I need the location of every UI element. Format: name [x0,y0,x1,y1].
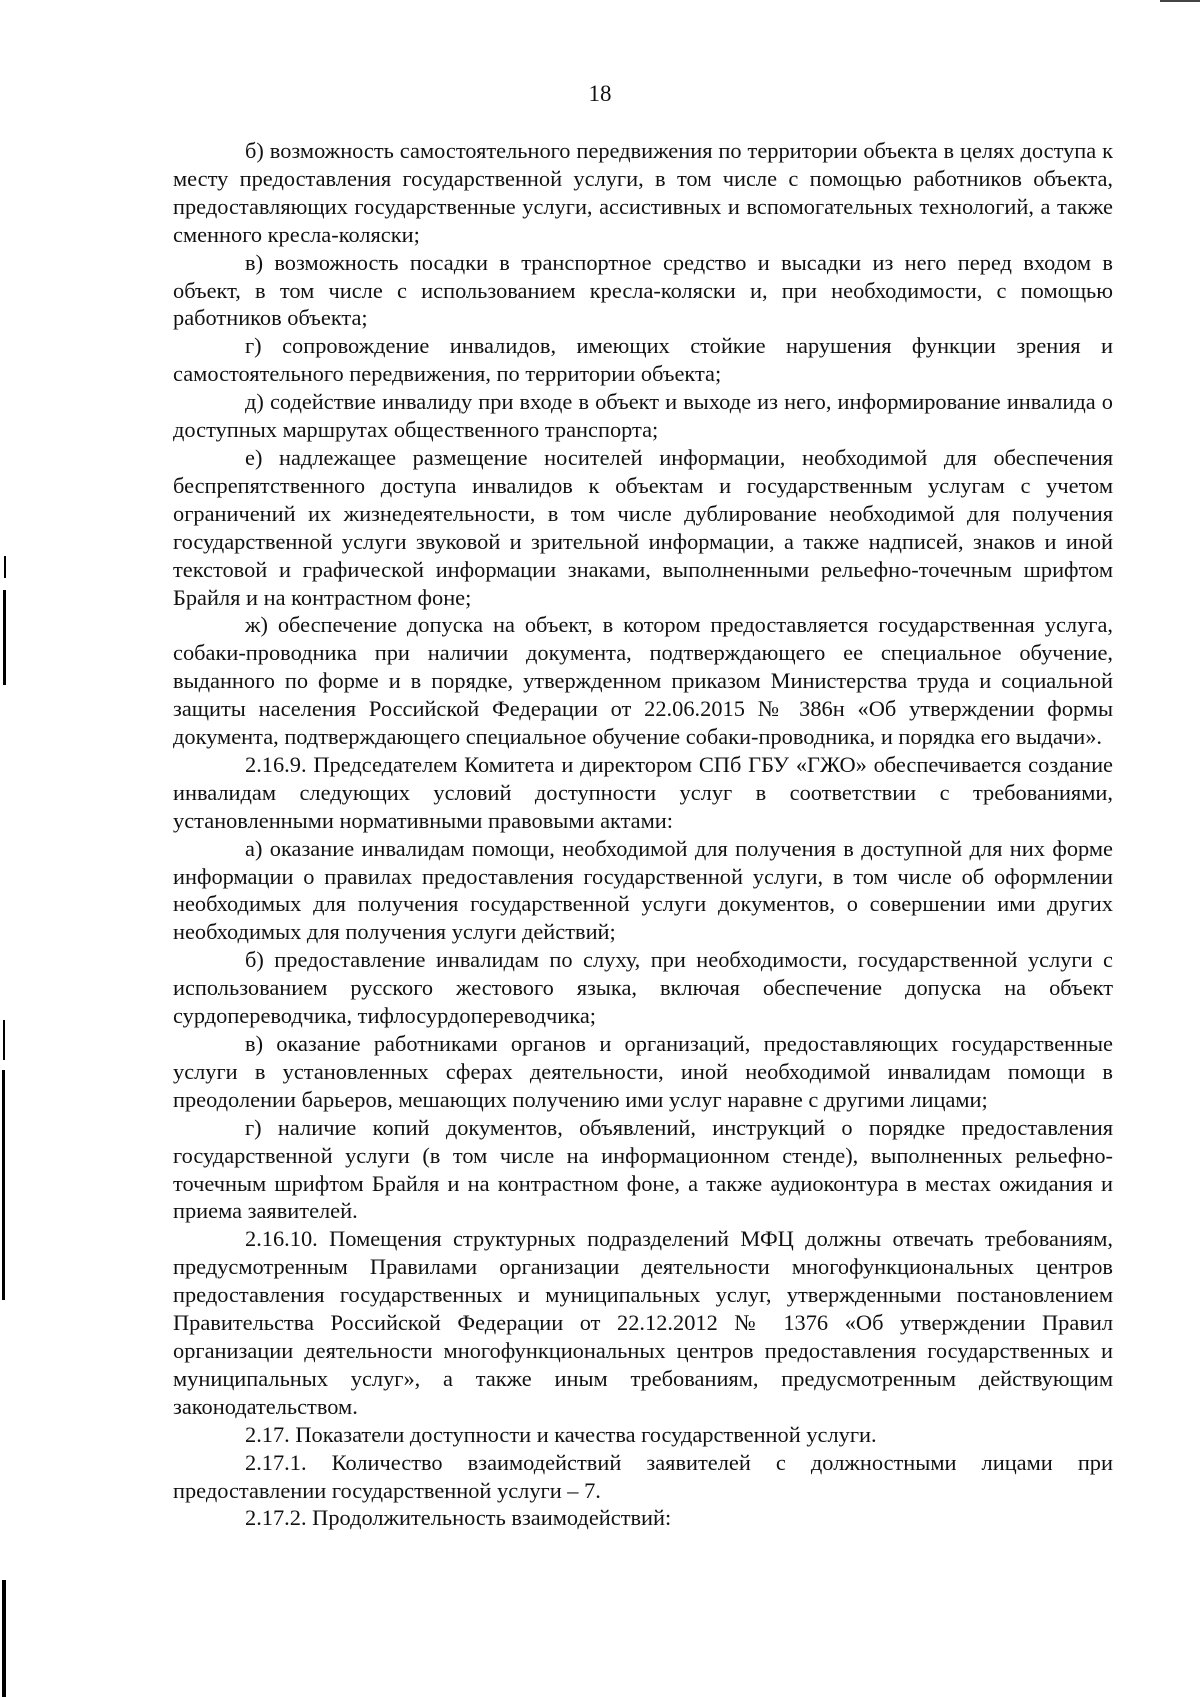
paragraph: д) содействие инвалиду при входе в объект и выходе из него, информирование инвалида о доступных маршрутах общественного транспорта; [173,389,1113,443]
scan-edge-mark [3,590,6,685]
scan-edge-mark [2,1580,6,1697]
scan-edge-mark [1160,0,1200,2]
paragraph: в) возможность посадки в транспортное средство и высадки из него перед входом в объект, в том числе с использованием кресла-коляски и, при необходимости, с помощью работников объекта; [173,249,1113,331]
paragraph: г) сопровождение инвалидов, имеющих стойкие нарушения функции зрения и самостоятельного передвижения, по территории объекта; [173,333,1113,387]
scan-edge-mark [3,1020,5,1060]
paragraph: ж) обеспечение допуска на объект, в котором предоставляется государственная услуга, собаки-проводника при наличии документа, подтверждающего ее специальное обучение, выданного по форме и в порядке, утвержденном приказом Министерства труда и социальной защиты населения Российской Федерации от 22.06.2015 № 386н «Об утверждении формы документа, подтверждающего специальное обучение собаки-проводника, и порядка его выдачи». [173,612,1113,750]
document-body [173,137,1113,1532]
paragraph: 2.17.1. Количество взаимодействий заявителей с должностными лицами при предоставлении государственной услуги – 7. [173,1449,1113,1503]
paragraph: 2.17.2. Продолжительность взаимодействий: [245,1505,672,1531]
paragraph: 2.16.10. Помещения структурных подразделений МФЦ должны отвечать требованиям, предусмотренным Правилами организации деятельности многофункциональных центров предоставления государственных и муниципальных услуг, утвержденными постановлением Правительства Российской Федерации от 22.12.2012 № 1376 «Об утверждении Правил организации деятельности многофункциональных центров предоставления государственных и муниципальных услуг», а также иным требованиям, предусмотренным действующим законодательством. [173,1226,1113,1419]
scan-edge-mark [2,1070,5,1300]
paragraph: 2.16.9. Председателем Комитета и директором СПб ГБУ «ГЖО» обеспечивается создание инвалидам следующих условий доступности услуг в соответствии с требованиями, установленными нормативными правовыми актами: [173,751,1113,833]
paragraph: б) возможность самостоятельного передвижения по территории объекта в целях доступа к месту предоставления государственной услуги, в том числе с помощью работников объекта, предоставляющих государственные услуги, ассистивных и вспомогательных технологий, а также сменного кресла-коляски; [173,138,1113,247]
paragraph: б) предоставление инвалидам по слуху, при необходимости, государственной услуги с использованием русского жестового языка, включая обеспечение допуска на объект сурдопереводчика, тифлосурдопереводчика; [173,947,1113,1029]
scan-edge-mark [4,556,6,578]
page-number: 18 [588,81,612,106]
paragraph: г) наличие копий документов, объявлений, инструкций о порядке предоставления государственной услуги (в том числе на информационном стенде), выполненных рельефно-точечным шрифтом Брайля и на контрастном фоне, а также аудиоконтура в местах ожидания и приема заявителей. [173,1114,1113,1224]
paragraph: 2.17. Показатели доступности и качества государственной услуги. [245,1421,877,1447]
paragraph: а) оказание инвалидам помощи, необходимой для получения в доступной для них форме информации о правилах предоставления государственной услуги, в том числе об оформлении необходимых для получения государственной услуги документов, о совершении ими других необходимых для получения услуги действий; [173,835,1113,945]
paragraph: в) оказание работниками органов и организаций, предоставляющих государственные услуги в установленных сферах деятельности, иной необходимой инвалидам помощи в преодолении барьеров, мешающих получению ими услуг наравне с другими лицами; [173,1031,1113,1112]
paragraph: е) надлежащее размещение носителей информации, необходимой для обеспечения беспрепятственного доступа инвалидов к объектам и государственным услугам с учетом ограничений их жизнедеятельности, в том числе дублирование необходимой для получения государственной услуги звуковой и зрительной информации, а также надписей, знаков и иной текстовой и графической информации знаками, выполненными рельефно-точечным шрифтом Брайля и на контрастном фоне; [173,444,1113,610]
